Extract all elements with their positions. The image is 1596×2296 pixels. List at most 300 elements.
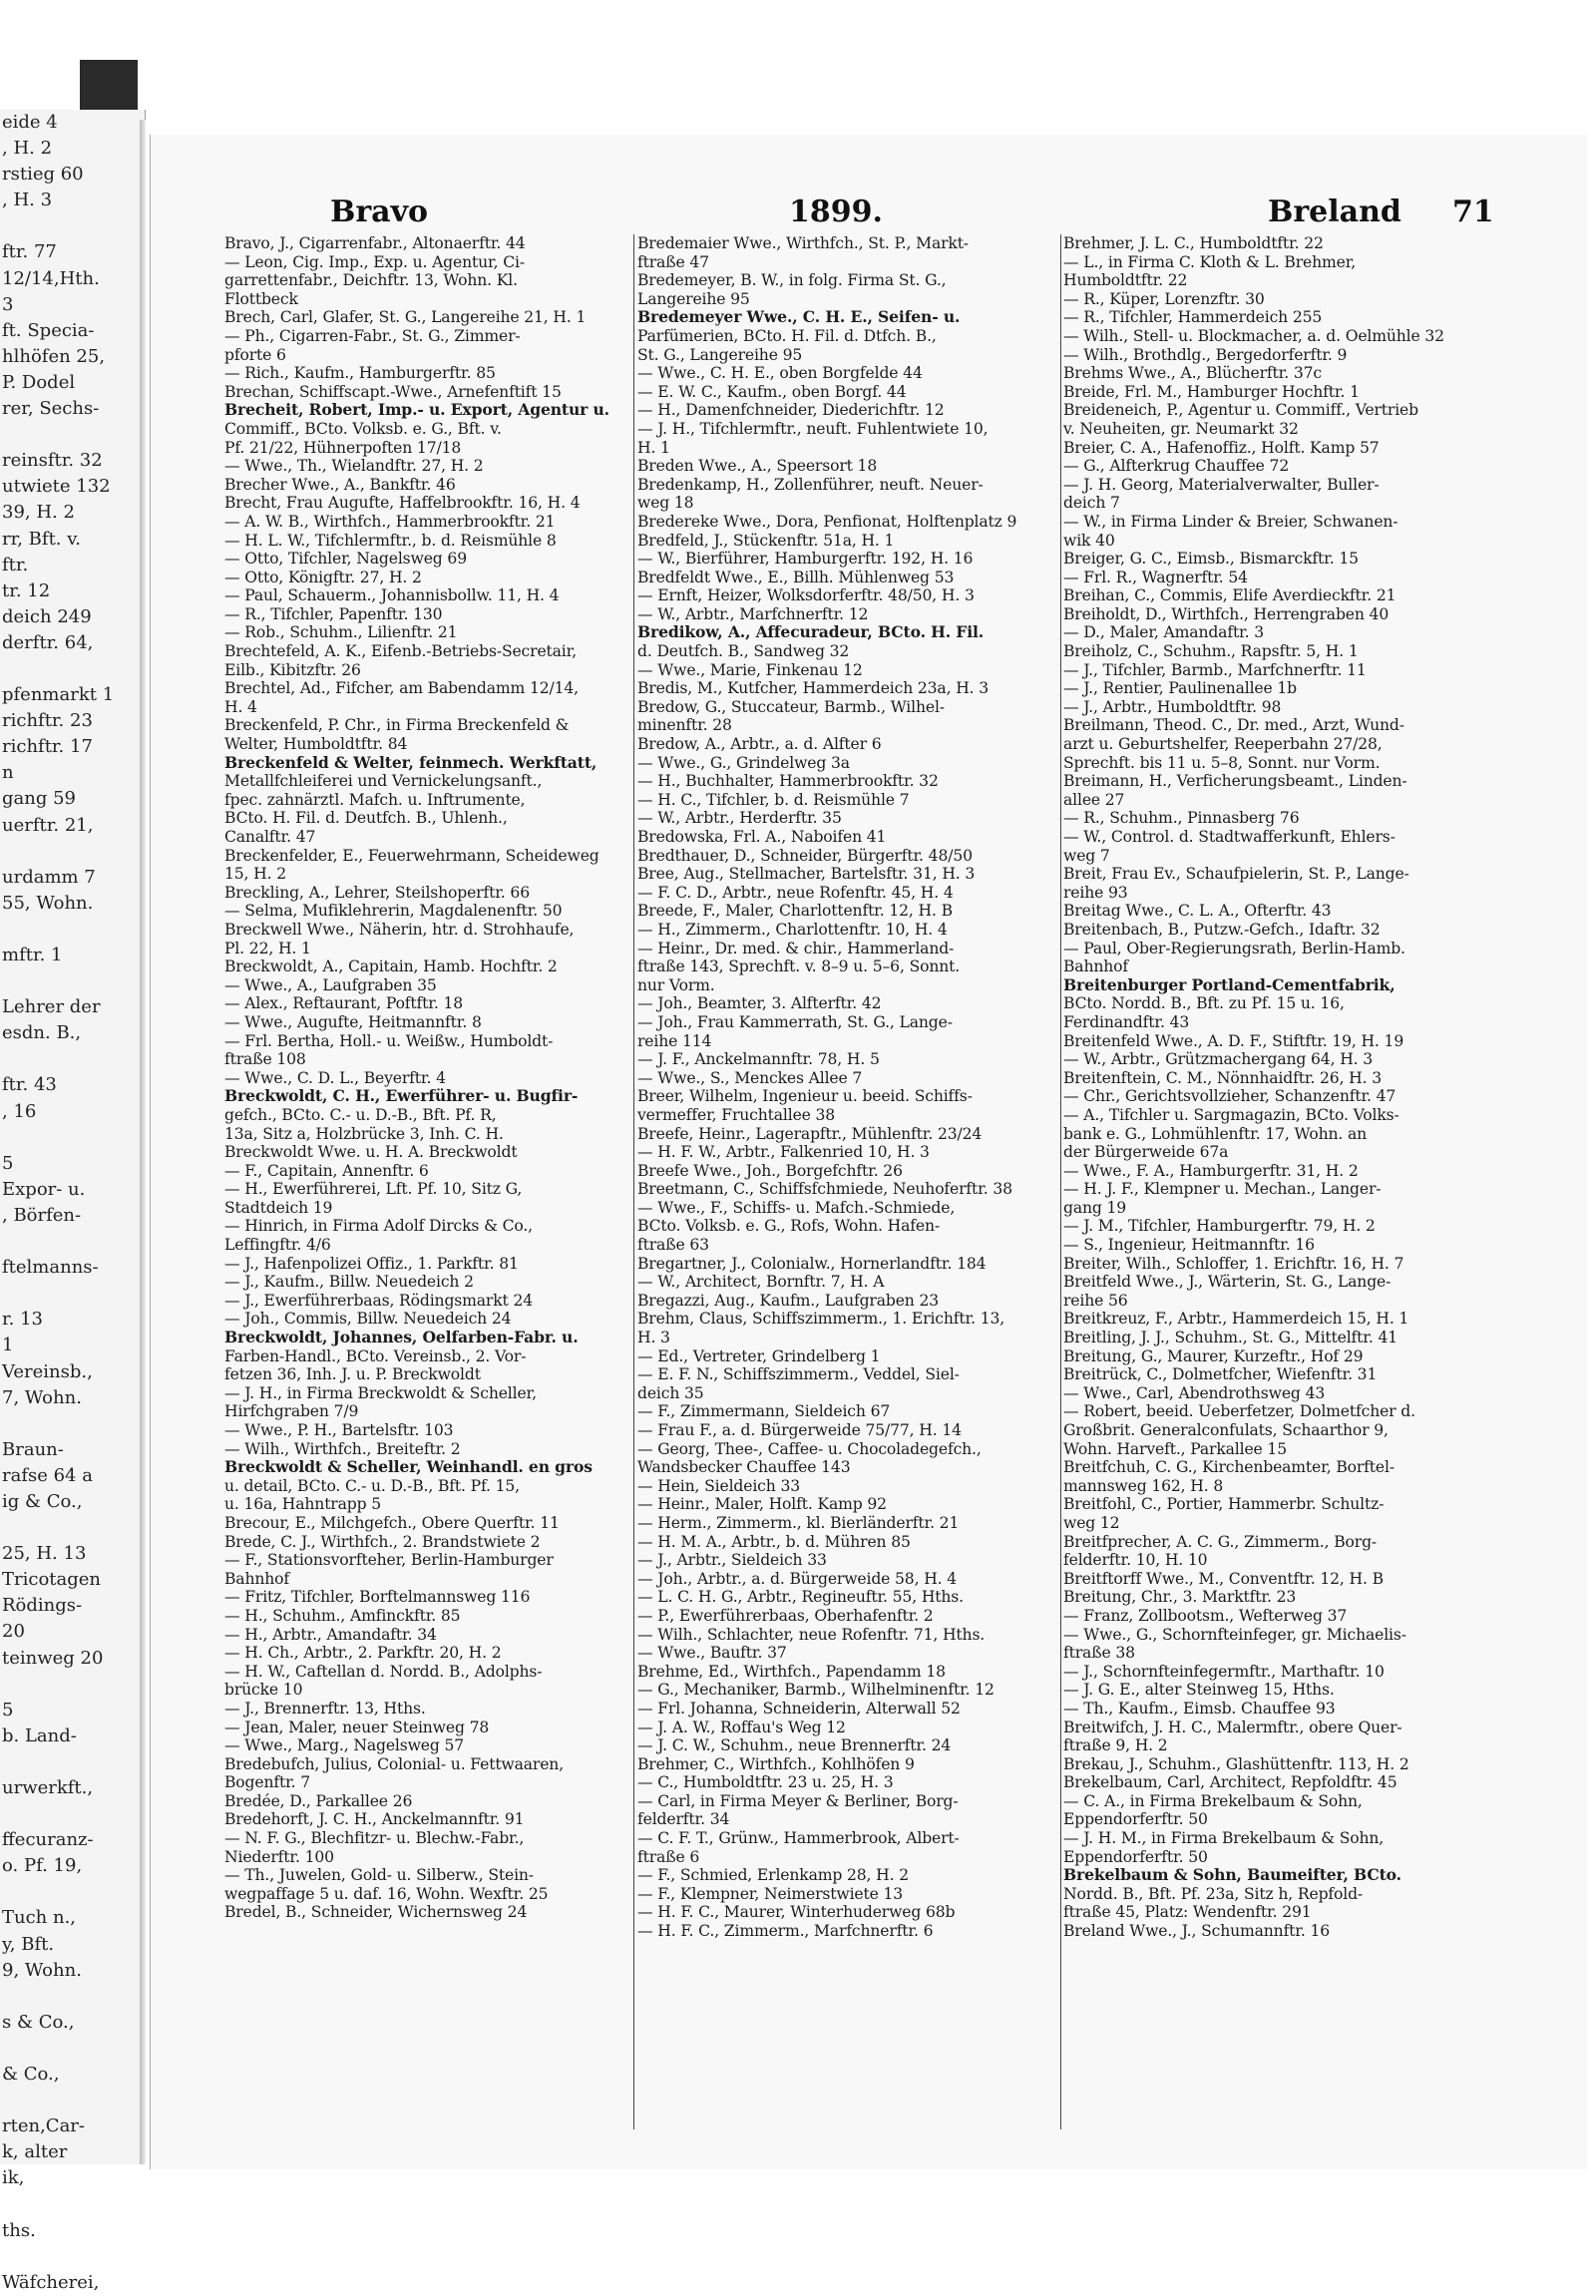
directory-entry-line: Nordd. B., Bft. Pf. 23a, Sitz h, Repfold- <box>1063 1884 1364 1903</box>
left-page-line <box>0 422 145 448</box>
left-page-line <box>0 1672 145 1698</box>
directory-entry-line: Breide, Frl. M., Hamburger Hochftr. 1 <box>1063 382 1360 401</box>
book-gutter <box>140 120 146 2164</box>
directory-entry-line: fetzen 36, Inh. J. u. P. Breckwoldt <box>224 1365 481 1384</box>
directory-entry-line: Breitfprecher, A. C. G., Zimmerm., Borg- <box>1063 1532 1378 1551</box>
directory-entry-line: Bredenkamp, H., Zollenführer, neuft. Neuer- <box>637 475 984 494</box>
directory-entry-line: — W., Arbtr., Herderftr. 35 <box>637 809 842 828</box>
directory-entry-line: Bredthauer, D., Schneider, Bürgerftr. 48/50 <box>637 846 973 865</box>
left-page-line: rr, Bft. v. <box>2 528 81 550</box>
directory-entry-line: brücke 10 <box>224 1681 303 1700</box>
left-page-line: teinweg 20 <box>2 1647 104 1669</box>
directory-entry-line: Breckwell Wwe., Näherin, htr. d. Strohhaufe, <box>224 920 575 939</box>
left-page-line <box>0 1229 145 1255</box>
directory-entry-line: Breland Wwe., J., Schumannftr. 16 <box>1063 1922 1331 1941</box>
left-page-line: , H. 2 <box>2 138 53 160</box>
directory-entry-line: — H., Schuhm., Amfinckftr. 85 <box>224 1606 461 1625</box>
directory-entry-line: — Wwe., P. H., Bartelsftr. 103 <box>224 1421 454 1439</box>
left-page-line: ik, <box>2 2167 25 2189</box>
directory-entry-line: reihe 114 <box>637 1031 712 1050</box>
directory-entry-line: — A., Tifchler u. Sargmagazin, BCto. Volks- <box>1063 1105 1399 1124</box>
left-page-line: richftr. 17 <box>2 736 93 758</box>
column-divider <box>633 234 634 2129</box>
directory-entry-line: St. G., Langereihe 95 <box>637 345 803 364</box>
directory-entry-line: — Otto, Königftr. 27, H. 2 <box>224 568 422 586</box>
directory-entry-line: Wandsbecker Chauffee 143 <box>637 1458 851 1477</box>
directory-entry-line: — R., Tifchler, Hammerdeich 255 <box>1063 308 1323 327</box>
directory-entry-line: — Wwe., G., Schornfteinfeger, gr. Michaelis- <box>1063 1625 1406 1644</box>
directory-entry-line: Breitfeld Wwe., J., Wärterin, St. G., Lange- <box>1063 1273 1392 1292</box>
left-page-line: ffecuranz- <box>2 1829 94 1851</box>
directory-entry-line: — Wilh., Stell- u. Blockmacher, a. d. Oelmühle 32 <box>1063 326 1444 345</box>
page-number: 71 <box>1452 194 1494 229</box>
directory-entry-line: — Frl. R., Wagnerftr. 54 <box>1063 568 1248 586</box>
directory-entry-line: — R., Küper, Lorenzftr. 30 <box>1063 289 1265 308</box>
directory-entry-line: — F., Zimmermann, Sieldeich 67 <box>637 1402 891 1421</box>
directory-entry-line: weg 7 <box>1063 846 1110 865</box>
directory-entry-line: Brecheit, Robert, Imp.- u. Export, Agentur u. <box>224 400 609 420</box>
directory-entry-line: Brekelbaum & Sohn, Baumeifter, BCto. <box>1063 1865 1401 1885</box>
left-page-line: gang 59 <box>2 788 76 810</box>
directory-entry-line: — H. W., Caftellan d. Nordd. B., Adolphs- <box>224 1662 543 1681</box>
directory-entry-line: Großbrit. Generalconfulats, Schaarthor 9, <box>1063 1421 1389 1439</box>
left-page-line: 5 <box>2 1699 14 1721</box>
directory-entry-line: Breiholz, C., Schuhm., Rapsftr. 5, H. 1 <box>1063 642 1359 661</box>
left-page-line: 39, H. 2 <box>2 502 75 524</box>
directory-entry-line: — F., Capitain, Annenftr. 6 <box>224 1161 429 1180</box>
left-page-line <box>0 1411 145 1437</box>
directory-entry-line: Breitling, J. J., Schuhm., St. G., Mittelftr. 41 <box>1063 1329 1398 1347</box>
directory-entry-line: Bredowska, Frl. A., Naboifen 41 <box>637 828 887 846</box>
left-page-line <box>0 1801 145 1827</box>
directory-entry-line: — Wwe., Augufte, Heitmannftr. 8 <box>224 1012 482 1031</box>
directory-entry-line: Breiter, Wilh., Schloffer, 1. Erichftr. 16, H. 7 <box>1063 1254 1404 1273</box>
directory-entry-line: Pl. 22, H. 1 <box>224 939 311 957</box>
directory-entry-line: Breier, C. A., Hafenoffiz., Holft. Kamp 57 <box>1063 438 1380 457</box>
left-page-line <box>0 968 145 994</box>
directory-entry-line: gefch., BCto. C.- u. D.-B., Bft. Pf. R, <box>224 1105 497 1124</box>
directory-entry-line: Breitenburger Portland-Cementfabrik, <box>1063 974 1396 994</box>
left-page-line: rten,Car- <box>2 2115 85 2137</box>
directory-entry-line: — J. H., Tifchlermftr., neuft. Fuhlentwiete 10, <box>637 419 989 438</box>
left-page-fragment <box>0 110 146 2293</box>
directory-entry-line: ftraße 47 <box>637 252 709 271</box>
directory-entry-line: Sprechft. bis 11 u. 5–8, Sonnt. nur Vorm. <box>1063 753 1381 772</box>
directory-entry-line: — C., Humboldtftr. 23 u. 25, H. 3 <box>637 1773 894 1792</box>
left-page-line: ths. <box>2 2219 36 2241</box>
directory-entry-line: nur Vorm. <box>637 975 715 994</box>
directory-entry-line: Bahnhof <box>1063 957 1128 976</box>
left-page-line <box>0 1984 145 2010</box>
directory-entry-line: Pf. 21/22, Hühnerpoften 17/18 <box>224 438 462 457</box>
directory-entry-line: — J. C. W., Schuhm., neue Brennerftr. 24 <box>637 1736 952 1755</box>
left-page-line: eide 4 <box>2 112 58 133</box>
directory-entry-line: Stadtdeich 19 <box>224 1198 333 1217</box>
directory-entry-line: — W., Arbtr., Grützmachergang 64, H. 3 <box>1063 1050 1374 1069</box>
directory-entry-line: Ferdinandftr. 43 <box>1063 1012 1190 1031</box>
directory-entry-line: — Herm., Zimmerm., kl. Bierländerftr. 21 <box>637 1513 960 1532</box>
directory-entry-line: minenftr. 28 <box>637 716 732 735</box>
directory-entry-line: arzt u. Geburtshelfer, Reeperbahn 27/28, <box>1063 735 1383 754</box>
directory-entry-line: — Joh., Arbtr., a. d. Bürgerweide 58, H. 4 <box>637 1569 958 1588</box>
directory-entry-line: — Chr., Gerichtsvollzieher, Schanzenftr. 47 <box>1063 1087 1396 1106</box>
left-page-line: Rödings- <box>2 1595 83 1617</box>
left-page-line: ft. Specia- <box>2 319 95 341</box>
directory-entry-line: — Frl. Johanna, Schneiderin, Alterwall 52 <box>637 1699 961 1718</box>
directory-entry-line: ftraße 45, Platz: Wendenftr. 291 <box>1063 1903 1312 1922</box>
directory-entry-line: — J. H. M., in Firma Brekelbaum & Sohn, <box>1063 1829 1385 1848</box>
directory-entry-line: Breede, F., Maler, Charlottenftr. 12, H. B <box>637 902 953 921</box>
directory-entry-line: Brecher Wwe., A., Bankftr. 46 <box>224 475 456 494</box>
directory-entry-line: ftraße 63 <box>637 1236 709 1255</box>
left-page-line: mftr. 1 <box>2 945 63 965</box>
left-page-line: s & Co., <box>2 2011 75 2033</box>
directory-entry-line: — Wwe., F., Schiffs- u. Mafch.-Schmiede, <box>637 1198 956 1217</box>
directory-entry-line: felderftr. 10, H. 10 <box>1063 1551 1208 1570</box>
directory-entry-line: — H., Ewerführerei, Lft. Pf. 10, Sitz G, <box>224 1180 523 1199</box>
left-page-line <box>0 1281 145 1307</box>
directory-entry-line: Breetmann, C., Schiffsfchmiede, Neuhoferftr. 38 <box>637 1180 1012 1199</box>
directory-entry-line: — Wwe., A., Laufgraben 35 <box>224 975 437 994</box>
directory-entry-line: — Carl, in Firma Meyer & Berliner, Borg- <box>637 1791 959 1810</box>
directory-entry-line: — W., Arbtr., Marfchnerftr. 12 <box>637 604 869 623</box>
left-page-line <box>0 656 145 682</box>
directory-entry-line: Breitfchuh, C. G., Kirchenbeamter, Borftel- <box>1063 1458 1395 1477</box>
directory-entry-line: — J., Tifchler, Barmb., Marfchnerftr. 11 <box>1063 660 1367 679</box>
directory-entry-line: Brechan, Schiffscapt.-Wwe., Arnefenftift 15 <box>224 382 562 401</box>
directory-entry-line: — Th., Juwelen, Gold- u. Silberw., Stein- <box>224 1866 534 1885</box>
directory-entry-line: — E. W. C., Kaufm., oben Borgf. 44 <box>637 382 907 401</box>
directory-entry-line: — J., Arbtr., Sieldeich 33 <box>637 1551 827 1570</box>
left-page-line: derftr. 64, <box>2 631 94 653</box>
directory-entry-line: — Rob., Schuhm., Lilienftr. 21 <box>224 623 458 642</box>
directory-entry-line: deich 7 <box>1063 494 1120 513</box>
directory-entry-line: der Bürgerweide 67a <box>1063 1143 1229 1162</box>
directory-entry-line: — Joh., Commis, Billw. Neuedeich 24 <box>224 1310 512 1329</box>
directory-entry-line: reihe 93 <box>1063 883 1128 902</box>
directory-entry-line: — H. L. W., Tifchlermftr., b. d. Reismühle 8 <box>224 531 557 550</box>
directory-entry-line: Langereihe 95 <box>637 289 750 308</box>
directory-entry-line: reihe 56 <box>1063 1291 1128 1310</box>
directory-entry-line: Breihan, C., Commis, Elife Averdieckftr. 21 <box>1063 586 1396 605</box>
left-page-line: 9, Wohn. <box>2 1959 82 1981</box>
left-page-line: richftr. 23 <box>2 710 93 732</box>
directory-entry-line: Breitag Wwe., C. L. A., Ofterftr. 43 <box>1063 902 1332 921</box>
directory-entry-line: — C. A., in Firma Brekelbaum & Sohn, <box>1063 1791 1363 1810</box>
directory-entry-line: — H., Damenfchneider, Diederichftr. 12 <box>637 401 945 420</box>
left-page-line <box>0 839 145 865</box>
directory-entry-line: Bredel, B., Schneider, Wichernsweg 24 <box>224 1903 528 1922</box>
directory-entry-line: — J., Rentier, Paulinenallee 1b <box>1063 679 1297 698</box>
directory-entry-line: Bredis, M., Kutfcher, Hammerdeich 23a, H. 3 <box>637 679 990 698</box>
directory-entry-line: Bredemaier Wwe., Wirthfch., St. P., Markt- <box>637 234 969 252</box>
directory-entry-line: u. detail, BCto. C.- u. D.-B., Bft. Pf. 15, <box>224 1476 520 1495</box>
directory-entry-line: Bredereke Wwe., Dora, Penfionat, Holftenplatz 9 <box>637 512 1017 531</box>
left-page-line: o. Pf. 19, <box>2 1855 83 1877</box>
directory-entry-line: fpec. zahnärztl. Mafch. u. Inftrumente, <box>224 790 526 809</box>
directory-entry-line: Breckling, A., Lehrer, Steilshoperftr. 66 <box>224 883 530 902</box>
left-page-line: Wäfcherei, <box>2 2271 100 2293</box>
directory-entry-line: Humboldtftr. 22 <box>1063 271 1188 290</box>
directory-entry-line: — F. C. D., Arbtr., neue Rofenftr. 45, H. 4 <box>637 883 954 902</box>
directory-entry-line: BCto. H. Fil. d. Deutfch. B., Uhlenh., <box>224 809 508 828</box>
directory-entry-line: Bogenftr. 7 <box>224 1773 311 1792</box>
left-page-line: 1 <box>2 1335 14 1356</box>
left-page-line: Vereinsb., <box>2 1360 93 1382</box>
directory-entry-line: Breckwoldt, C. H., Ewerführer- u. Bugfir- <box>224 1086 579 1106</box>
directory-entry-line: Brekau, J., Schuhm., Glashüttenftr. 113, H. 2 <box>1063 1754 1409 1773</box>
directory-entry-line: — Wilh., Schlachter, neue Rofenftr. 71, Hths. <box>637 1625 986 1644</box>
directory-entry-line: u. 16a, Hahntrapp 5 <box>224 1495 382 1514</box>
directory-entry-line: — Heinr., Maler, Holft. Kamp 92 <box>637 1495 887 1514</box>
directory-entry-line: Breitenbach, B., Putzw.-Gefch., Idaftr. 32 <box>1063 920 1381 939</box>
directory-entry-line: — Georg, Thee-, Caffee- u. Chocoladegefch., <box>637 1439 982 1458</box>
directory-entry-line: — Paul, Ober-Regierungsrath, Berlin-Hamb. <box>1063 939 1405 957</box>
directory-entry-line: — J., Brennerftr. 13, Hths. <box>224 1699 426 1718</box>
directory-entry-line: Commiff., BCto. Volksb. e. G., Bft. v. <box>224 419 502 438</box>
directory-entry-line: — Joh., Beamter, 3. Alfterftr. 42 <box>637 994 882 1013</box>
column-divider <box>1060 234 1061 2129</box>
directory-entry-line: Breer, Wilhelm, Ingenieur u. beeid. Schiffs- <box>637 1087 973 1106</box>
directory-entry-line: — Wwe., S., Menckes Allee 7 <box>637 1068 863 1087</box>
directory-entry-line: — G., Alfterkrug Chauffee 72 <box>1063 457 1290 476</box>
directory-entry-line: — Hein, Sieldeich 33 <box>637 1476 800 1495</box>
directory-entry-line: — Alex., Reftaurant, Poftftr. 18 <box>224 994 464 1013</box>
directory-entry-line: Bree, Aug., Stellmacher, Bartelsftr. 31, H. 3 <box>637 865 976 884</box>
directory-entry-line: Breilmann, Theod. C., Dr. med., Arzt, Wund- <box>1063 716 1404 735</box>
directory-entry-line: Bredée, D., Parkallee 26 <box>224 1791 413 1810</box>
directory-entry-line: — J. A. W., Roffau's Weg 12 <box>637 1718 846 1736</box>
left-page-line: P. Dodel <box>2 371 76 393</box>
directory-entry-line: deich 35 <box>637 1383 704 1402</box>
left-page-line: , H. 3 <box>2 190 53 211</box>
directory-entry-line: — H. C., Tifchler, b. d. Reismühle 7 <box>637 790 910 809</box>
directory-entry-line: — D., Maler, Amandaftr. 3 <box>1063 623 1265 642</box>
left-page-line <box>0 2192 145 2218</box>
left-page-line: 20 <box>2 1621 25 1643</box>
directory-entry-line: Bahnhof <box>224 1569 289 1588</box>
directory-entry-line: — Joh., Frau Kammerrath, St. G., Lange- <box>637 1012 953 1031</box>
directory-entry-line: weg 12 <box>1063 1513 1120 1532</box>
left-page-line: esdn. B., <box>2 1022 82 1044</box>
directory-entry-line: gang 19 <box>1063 1198 1127 1217</box>
left-page-line <box>0 2088 145 2113</box>
directory-entry-line: Brehmer, J. L. C., Humboldtftr. 22 <box>1063 234 1324 252</box>
directory-entry-line: H. 3 <box>637 1329 670 1347</box>
left-page-line: , 16 <box>2 1100 37 1122</box>
directory-entry-line: Bredikow, A., Affecuradeur, BCto. H. Fil. <box>637 622 985 642</box>
left-page-line <box>0 2244 145 2270</box>
left-page-line: utwiete 132 <box>2 476 111 498</box>
directory-entry-line: — Wwe., C. H. E., oben Borgfelde 44 <box>637 364 923 383</box>
directory-entry-line: — W., Architect, Bornftr. 7, H. A <box>637 1273 885 1292</box>
left-page-line: 7, Wohn. <box>2 1386 82 1408</box>
directory-entry-line: Breitung, G., Maurer, Kurzeftr., Hof 29 <box>1063 1346 1364 1365</box>
directory-entry-line: Breckwoldt, A., Capitain, Hamb. Hochftr. 2 <box>224 957 558 976</box>
directory-entry-line: Niederftr. 100 <box>224 1847 334 1866</box>
directory-entry-line: — J. H. Georg, Materialverwalter, Buller- <box>1063 475 1380 494</box>
directory-entry-line: — H., Arbtr., Amandaftr. 34 <box>224 1625 437 1644</box>
directory-entry-line: — Wwe., Marie, Finkenau 12 <box>637 660 863 679</box>
directory-entry-line: Brechtel, Ad., Fifcher, am Babendamm 12/14, <box>224 679 579 698</box>
directory-entry-line: Brekelbaum, Carl, Architect, Repfoldftr. 45 <box>1063 1773 1397 1792</box>
left-page-line: uerftr. 21, <box>2 814 94 836</box>
directory-entry-line: — A. W. B., Wirthfch., Hammerbrookftr. 21 <box>224 512 556 531</box>
directory-entry-line: — J., Hafenpolizei Offiz., 1. Parkftr. 81 <box>224 1254 519 1273</box>
directory-entry-line: — H., Buchhalter, Hammerbrookftr. 32 <box>637 772 939 791</box>
directory-entry-line: Breefe Wwe., Joh., Borgefchftr. 26 <box>637 1161 903 1180</box>
directory-entry-line: felderftr. 34 <box>637 1810 730 1829</box>
left-page-line: urwerkft., <box>2 1777 94 1798</box>
directory-entry-line: Bregazzi, Aug., Kaufm., Laufgraben 23 <box>637 1291 940 1310</box>
directory-column-3 <box>1063 234 1502 2149</box>
directory-entry-line: allee 27 <box>1063 790 1125 809</box>
directory-entry-line: Bredemeyer, B. W., in folg. Firma St. G., <box>637 271 947 290</box>
left-page-line: rer, Sechs- <box>2 398 100 420</box>
header-left-keyword: Bravo <box>330 194 429 229</box>
directory-entry-line: v. Neuheiten, gr. Neumarkt 32 <box>1063 419 1299 438</box>
left-page-line <box>0 1879 145 1905</box>
directory-entry-line: 13a, Sitz a, Holzbrücke 3, Inh. C. H. <box>224 1124 504 1143</box>
directory-entry-line: Bravo, J., Cigarrenfabr., Altonaerftr. 44 <box>224 234 526 252</box>
directory-entry-line: Breefe, Heinr., Lagerapftr., Mühlenftr. 23/24 <box>637 1124 983 1143</box>
left-page-line: & Co., <box>2 2064 60 2086</box>
directory-entry-line: ftraße 9, H. 2 <box>1063 1736 1168 1755</box>
directory-entry-line: ftraße 143, Sprechft. v. 8–9 u. 5–6, Sonnt. <box>637 957 961 976</box>
left-page-line: ftr. 43 <box>2 1074 57 1096</box>
directory-entry-line: — Ed., Vertreter, Grindelberg 1 <box>637 1346 881 1365</box>
directory-entry-line: Brechtefeld, A. K., Eifenb.-Betriebs-Secretair, <box>224 642 578 661</box>
directory-entry-line: Bredow, A., Arbtr., a. d. Alfter 6 <box>637 735 882 754</box>
directory-entry-line: — J., Schornfteinfegermftr., Marthaftr. 10 <box>1063 1662 1385 1681</box>
directory-entry-line: Breitrück, C., Dolmetfcher, Wiefenftr. 31 <box>1063 1365 1378 1384</box>
directory-entry-line: — Wwe., Th., Wielandftr. 27, H. 2 <box>224 457 484 476</box>
left-page-line <box>0 1125 145 1151</box>
directory-entry-line: — C. F. T., Grünw., Hammerbrook, Albert- <box>637 1829 960 1848</box>
directory-entry-line: Bredow, G., Stuccateur, Barmb., Wilhel- <box>637 697 945 716</box>
directory-entry-line: — N. F. G., Blechfitzr- u. Blechw.-Fabr., <box>224 1829 525 1848</box>
header-year: 1899. <box>789 194 883 229</box>
directory-entry-line: — J., Arbtr., Humboldtftr. 98 <box>1063 697 1282 716</box>
directory-entry-line: Breiger, G. C., Eimsb., Bismarckftr. 15 <box>1063 550 1359 569</box>
directory-entry-line: — J. H., in Firma Breckwoldt & Scheller, <box>224 1383 537 1402</box>
directory-entry-line: Breitkreuz, F., Arbtr., Hammerdeich 15, H. 1 <box>1063 1310 1409 1329</box>
directory-entry-line: — R., Schuhm., Pinnasberg 76 <box>1063 809 1300 828</box>
left-page-line: r. 13 <box>2 1309 43 1331</box>
directory-entry-line: — W., in Firma Linder & Breier, Schwanen- <box>1063 512 1398 531</box>
directory-entry-line: Breitwifch, J. H. C., Malermftr., obere Quer- <box>1063 1718 1402 1736</box>
directory-entry-line: — P., Ewerführerbaas, Oberhafenftr. 2 <box>637 1606 934 1625</box>
left-page-line: ftelmanns- <box>2 1257 99 1279</box>
left-page-line <box>0 2036 145 2062</box>
directory-entry-line: — H. Ch., Arbtr., 2. Parkftr. 20, H. 2 <box>224 1644 502 1663</box>
left-page-line: urdamm 7 <box>2 866 96 888</box>
directory-entry-line: Breitung, Chr., 3. Marktftr. 23 <box>1063 1588 1297 1607</box>
directory-entry-line: — G., Mechaniker, Barmb., Wilhelminenftr. 12 <box>637 1681 995 1700</box>
left-page-line: 12/14,Hth. <box>2 267 100 289</box>
directory-entry-line: Bredemeyer Wwe., C. H. E., Seifen- u. <box>637 307 961 327</box>
directory-entry-line: BCto. Nordd. B., Bft. zu Pf. 15 u. 16, <box>1063 994 1345 1013</box>
left-page-line: y, Bft. <box>2 1933 55 1955</box>
directory-entry-line: — H. F. C., Zimmerm., Marfchnerftr. 6 <box>637 1922 934 1941</box>
directory-entry-line: — Leon, Cig. Imp., Exp. u. Agentur, Ci- <box>224 252 525 271</box>
directory-entry-line: Breckwoldt, Johannes, Oelfarben-Fabr. u. <box>224 1328 579 1347</box>
directory-entry-line: Breitenftein, C. M., Nönnhaidftr. 26, H. 3 <box>1063 1068 1383 1087</box>
directory-entry-line: — Wwe., Carl, Abendrothsweg 43 <box>1063 1383 1326 1402</box>
directory-entry-line: — Wwe., Bauftr. 37 <box>637 1644 787 1663</box>
left-page-line <box>0 1515 145 1541</box>
directory-entry-line: — W., Bierführer, Hamburgerftr. 192, H. 16 <box>637 550 974 569</box>
directory-entry-line: Breckenfelder, E., Feuerwehrmann, Scheideweg <box>224 846 599 865</box>
directory-entry-line: mannsweg 162, H. 8 <box>1063 1476 1224 1495</box>
directory-column-2 <box>637 234 1060 2149</box>
directory-entry-line: ftraße 6 <box>637 1847 700 1866</box>
directory-entry-line: garrettenfabr., Deichftr. 13, Wohn. Kl. <box>224 271 518 290</box>
directory-entry-line: Brech, Carl, Glafer, St. G., Langereihe 21, H. 1 <box>224 308 587 327</box>
directory-entry-line: Brehms Wwe., A., Blücherftr. 37c <box>1063 364 1322 383</box>
directory-entry-line: Eilb., Kibitzftr. 26 <box>224 660 361 679</box>
directory-entry-line: H. 4 <box>224 697 257 716</box>
left-page-line: 55, Wohn. <box>2 892 94 914</box>
directory-entry-line: Brecht, Frau Augufte, Haffelbrookftr. 16, H. 4 <box>224 494 581 513</box>
left-page-line: hlhöfen 25, <box>2 345 106 367</box>
directory-entry-line: — F., Schmied, Erlenkamp 28, H. 2 <box>637 1866 909 1885</box>
directory-entry-line: Breiholdt, D., Wirthfch., Herrengraben 40 <box>1063 604 1390 623</box>
directory-entry-line: Brehm, Claus, Schiffszimmerm., 1. Erichftr. 13, <box>637 1310 1005 1329</box>
left-page-line: , Börfen- <box>2 1204 82 1226</box>
directory-entry-line: — H. F. C., Maurer, Winterhuderweg 68b <box>637 1903 956 1922</box>
directory-entry-line: — H., Zimmerm., Charlottenftr. 10, H. 4 <box>637 920 948 939</box>
directory-entry-line: ftraße 38 <box>1063 1644 1135 1663</box>
directory-entry-line: bank e. G., Lohmühlenftr. 17, Wohn. an <box>1063 1124 1368 1143</box>
directory-entry-line: Bredfeldt Wwe., E., Billh. Mühlenweg 53 <box>637 568 955 586</box>
directory-entry-line: Hirfchgraben 7/9 <box>224 1402 359 1421</box>
directory-entry-line: H. 1 <box>637 438 670 457</box>
left-page-line: n <box>2 762 14 784</box>
directory-entry-line: — J. F., Anckelmannftr. 78, H. 5 <box>637 1050 880 1069</box>
directory-entry-line: Brehmer, C., Wirthfch., Kohlhöfen 9 <box>637 1754 915 1773</box>
directory-entry-line: — H. M. A., Arbtr., b. d. Mühren 85 <box>637 1532 911 1551</box>
directory-entry-line: — Jean, Maler, neuer Steinweg 78 <box>224 1718 490 1736</box>
directory-entry-line: Breideneich, P., Agentur u. Commiff., Vertrieb <box>1063 401 1418 420</box>
directory-entry-line: — E. F. N., Schiffszimmerm., Veddel, Siel- <box>637 1365 960 1384</box>
directory-entry-line: Breden Wwe., A., Speersort 18 <box>637 457 878 476</box>
directory-entry-line: vermeffer, Fruchtallee 38 <box>637 1105 836 1124</box>
directory-entry-line: — Heinr., Dr. med. & chir., Hammerland- <box>637 939 955 957</box>
directory-entry-line: 15, H. 2 <box>224 865 286 884</box>
directory-entry-line: — J. G. E., alter Steinweg 15, Hths. <box>1063 1681 1335 1700</box>
directory-entry-line: Breckenfeld, P. Chr., in Firma Breckenfeld & <box>224 716 570 735</box>
left-page-line <box>0 1046 145 1072</box>
left-page-line: ftr. 77 <box>2 241 57 263</box>
directory-entry-line: Canalftr. 47 <box>224 828 316 846</box>
left-page-line: 3 <box>2 293 14 315</box>
left-page-line: Tricotagen <box>2 1569 102 1591</box>
left-page-line <box>0 1749 145 1775</box>
directory-entry-line: Breckenfeld & Welter, feinmech. Werkftatt, <box>224 752 598 772</box>
directory-entry-line: Farben-Handl., BCto. Vereinsb., 2. Vor- <box>224 1346 527 1365</box>
directory-entry-line: ftraße 108 <box>224 1050 306 1069</box>
left-page-line: rstieg 60 <box>2 164 84 186</box>
left-page-line: 25, H. 13 <box>2 1543 87 1565</box>
directory-entry-line: Eppendorferftr. 50 <box>1063 1847 1208 1866</box>
directory-entry-line: — Wwe., F. A., Hamburgerftr. 31, H. 2 <box>1063 1161 1359 1180</box>
directory-entry-line: Bredfeld, J., Stückenftr. 51a, H. 1 <box>637 531 895 550</box>
left-page-line <box>0 213 145 239</box>
left-page-line: pfenmarkt 1 <box>2 684 115 706</box>
directory-entry-line: Breitftorff Wwe., M., Conventftr. 12, H. B <box>1063 1569 1384 1588</box>
left-page-line: k, alter <box>2 2141 68 2163</box>
